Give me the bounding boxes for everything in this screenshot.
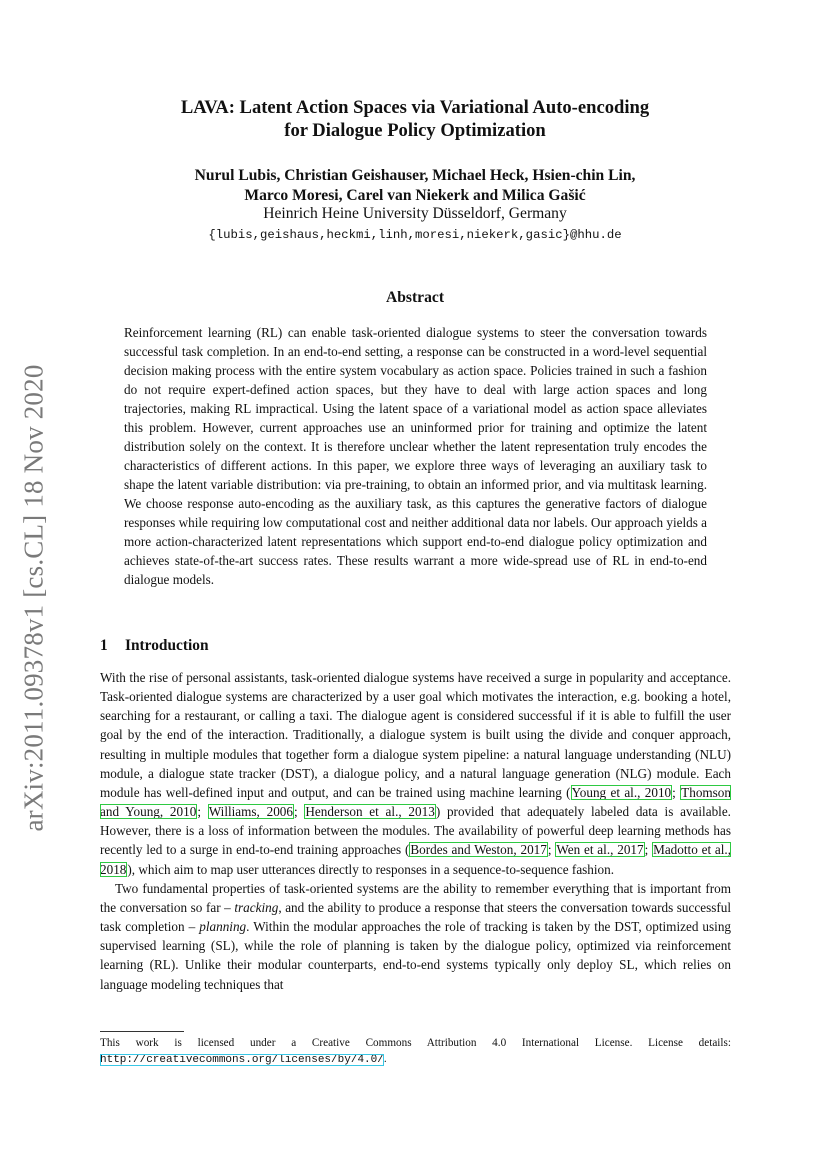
paragraph-text: Two fundamental properties of task-oriented systems are the ability to remember everything that is important from the conversation so far – [100,880,731,915]
emphasis-term: tracking [234,899,279,915]
citation-separator: ; [293,804,305,820]
affiliation: Heinrich Heine University Düsseldorf, Germany [263,205,567,222]
citation-link[interactable]: Young et al., 2010 [571,784,672,800]
license-url-link[interactable]: http://creativecommons.org/licenses/by/4.0/ [100,1053,384,1066]
abstract-text: Reinforcement learning (RL) can enable task-oriented dialogue systems to steer the conversation towards successful task completion. In an end-to-end setting, a response can be constructed in a word-level sequential decision making process with the entire system vocabulary as action space. Policies trained in such a fashion do not require expert-defined action spaces, but they have to deal with large action spaces and long trajectories, making RL impractical. Using the latent space of a variational model as action space alleviates this problem. However, current approaches use an uninformed prior for training and optimize the latent distribution solely on the context. It is therefore unclear whether the latent representation truly encodes the characteristics of different actions. In this paper, we explore three ways of leveraging an auxiliary task to shape the latent variable distribution: via pre-training, to obtain an informed prior, and via multitask learning. We choose response auto-encoding as the auxiliary task, as this captures the generative factors of dialogue responses while requiring low computational cost and neither additional data nor labels. Our approach yields a more action-characterized latent representations which support end-to-end dialogue policy optimization and achieves state-of-the-art success rates. These results warrant a more wide-spread use of RL in end-to-end dialogue models. [124,325,708,587]
citation-link[interactable]: Bordes and Weston, 2017 [410,842,547,858]
citation-link[interactable]: Wen et al., 2017 [556,842,644,858]
citation-separator: ; [547,842,556,858]
paragraph-text: ) provided that adequately labeled data is available. However, there is a loss of information between the modules. The availability of powerful deep learning methods has recently led to a surge in end-to-end training approaches ( [100,804,731,858]
citation-separator: ; [644,842,653,858]
abstract-heading: Abstract [385,289,445,306]
paper-title-line-1: LAVA: Latent Action Spaces via Variational Auto-encoding [180,97,650,118]
paragraph-text: , and the ability to produce a response that steers the conversation towards successful task completion – [100,899,731,935]
section-title: Introduction [125,637,209,654]
license-footnote [100,1036,731,1068]
citation-separator: ; [672,784,681,800]
section-heading-introduction [100,636,209,655]
paper-title-line-2: for Dialogue Policy Optimization [284,120,546,141]
author-list [100,166,730,205]
author-line-2: Marco Moresi, Carel van Niekerk and Milica Gašić [244,186,586,204]
paragraph-text: . Within the modular approaches the role of tracking is taken by the DST, optimized using supervised learning (SL), while the role of planning is taken by the dialogue policy, optimized via reinforcement learning (RL). Unlike their modular counterparts, end-to-end systems typically only deploy SL, which relies on language modeling techniques that [100,919,732,992]
arxiv-identifier-text: arXiv:2011.09378v1 [cs.CL] 18 Nov 2020 [18,364,49,832]
paragraph [100,879,731,994]
paragraph [100,668,731,879]
author-emails: {lubis,geishaus,heckmi,linh,moresi,niekerk,gasic}@hhu.de [208,228,622,242]
author-line-1: Nurul Lubis, Christian Geishauser, Michael Heck, Hsien-chin Lin, [194,167,636,184]
paragraph-text: ), which aim to map user utterances directly to responses in a sequence-to-sequence fashion. [127,861,615,877]
footnote-rule [100,1031,184,1032]
citation-link[interactable]: Henderson et al., 2013 [305,804,435,820]
introduction-body [100,668,731,994]
arxiv-identifier [11,360,57,836]
paragraph-text: With the rise of personal assistants, task-oriented dialogue systems have received a surge in popularity and acceptance. Task-oriented dialogue systems are characterized by a user goal which motivates the interaction, e.g. booking a hotel, searching for a restaurant, or calling a taxi. The dialogue agent is considered successful if it is able to fulfill the user goal by the end of the interaction. Traditionally, a dialogue system is built using the divide and conquer approach, resulting in multiple modules that together form a dialogue system pipeline: a natural language understanding (NLU) module, a dialogue state tracker (DST), a dialogue policy, and a natural language generation (NLG) module. Each module has well-defined input and output, and can be trained using machine learning ( [100,670,731,800]
citation-link[interactable]: Thomson and Young, 2010 [100,784,731,820]
footnote-end: . [383,1052,387,1065]
emphasis-term: planning [199,919,247,935]
paper-title [100,96,730,142]
citation-separator: ; [197,804,208,820]
citation-link[interactable]: Williams, 2006 [208,804,293,820]
citation-link[interactable]: Madotto et al., 2018 [100,842,732,877]
section-number: 1 [100,637,108,654]
footnote-text: This work is licensed under a Creative Commons Attribution 4.0 International License. License details: [100,1037,731,1049]
